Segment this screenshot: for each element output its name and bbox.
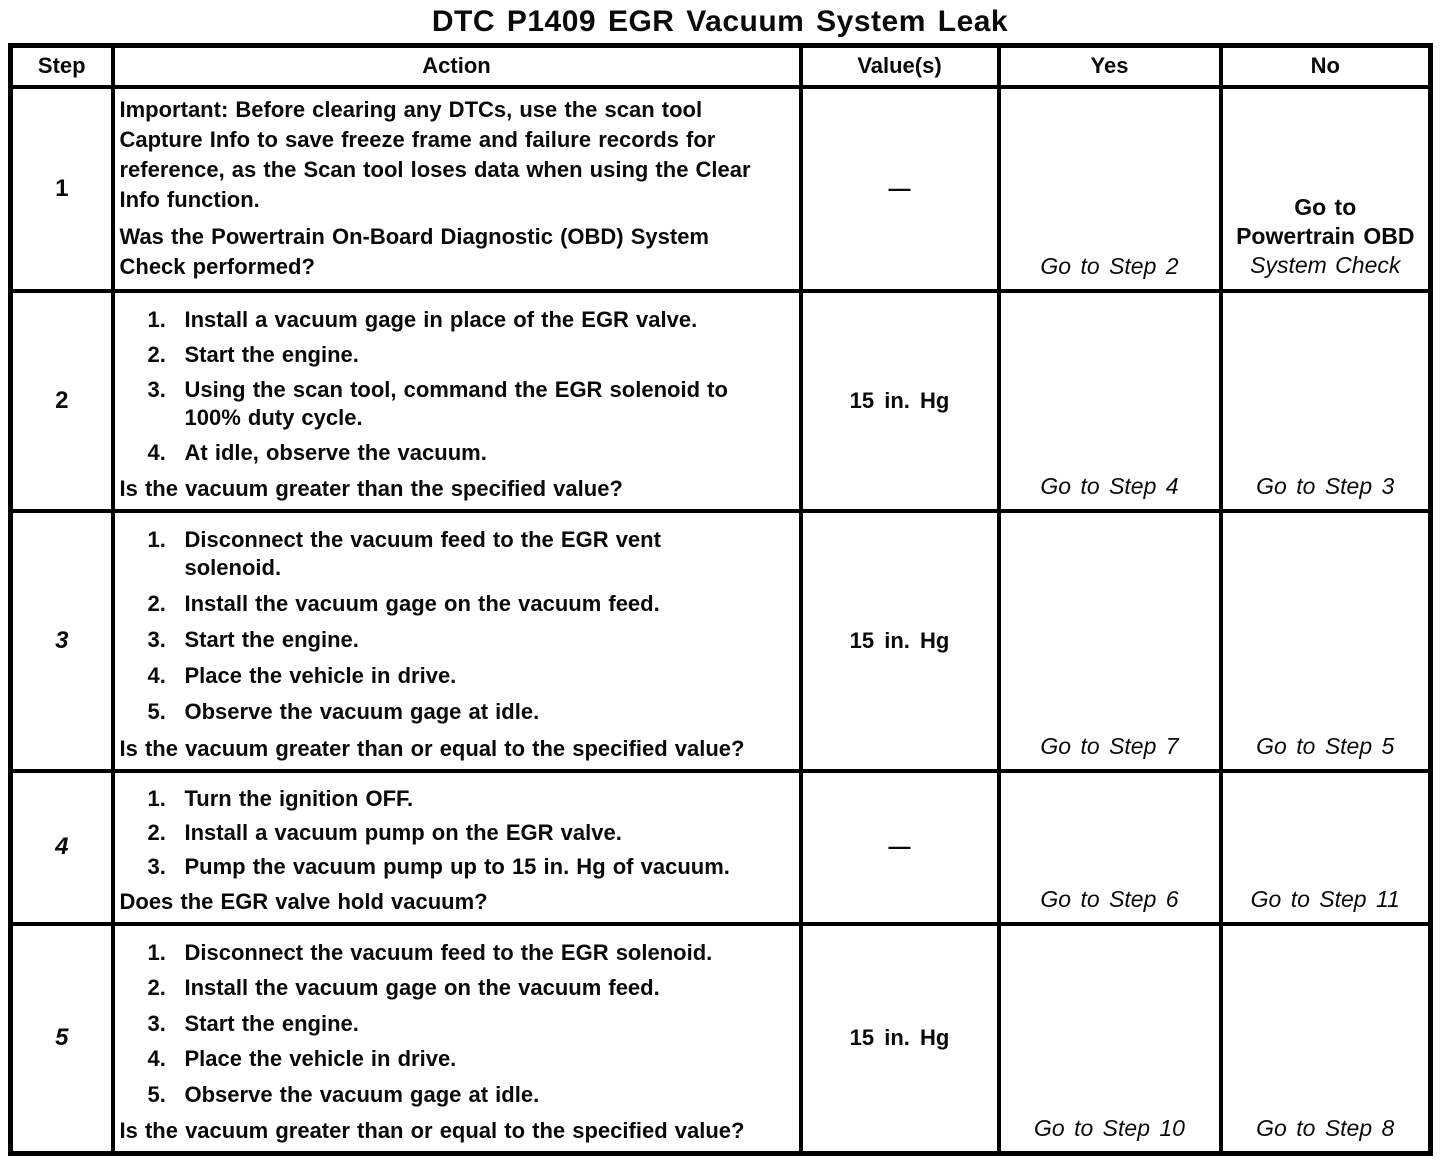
item-number: 2. (147, 591, 166, 617)
action-question: Is the vacuum greater than the specified value? (119, 475, 623, 501)
important-note (120, 95, 788, 215)
action-question: Is the vacuum greater than or equal to the specified value? (119, 735, 745, 761)
item-text: Disconnect the vacuum feed to the EGR solenoid. (184, 939, 713, 965)
yes-cell (999, 771, 1221, 924)
table-row-step-2 (11, 291, 1431, 511)
table-row-step-3 (11, 511, 1431, 771)
item-number: 5. (147, 698, 166, 724)
item-text: Place the vehicle in drive. (184, 662, 457, 688)
item-text: Using the scan tool, command the EGR solenoid to 100% duty cycle. (184, 376, 728, 430)
goto-text-line: Powertrain OBD (1236, 222, 1415, 249)
action-item (120, 439, 795, 467)
action-cell (113, 87, 801, 291)
action-item (120, 939, 795, 967)
value-cell: — (801, 771, 999, 924)
action-item (120, 1045, 795, 1073)
item-text: Start the engine. (184, 341, 359, 367)
action-item (120, 974, 795, 1002)
item-text: Install the vacuum gage on the vacuum feed. (184, 975, 660, 1001)
table-row-step-4 (11, 771, 1431, 924)
goto-text: Go to Step 8 (1256, 1115, 1395, 1141)
action-item (120, 306, 795, 334)
item-number: 3. (147, 376, 166, 402)
item-number: 2. (147, 975, 166, 1001)
item-number: 2. (147, 819, 166, 845)
no-cell (1221, 771, 1431, 924)
value-cell: 15 in. Hg (801, 924, 999, 1154)
item-text: Observe the vacuum gage at idle. (184, 1081, 540, 1107)
step-number: 4 (11, 771, 113, 924)
item-number: 1. (147, 306, 166, 332)
action-item (120, 526, 795, 582)
yes-cell (999, 511, 1221, 771)
goto-text-line: Go to (1294, 193, 1357, 220)
action-item (120, 1081, 795, 1109)
action-item (120, 626, 795, 654)
item-text: At idle, observe the vacuum. (184, 439, 487, 465)
action-item (120, 785, 795, 813)
value-cell: 15 in. Hg (801, 291, 999, 511)
goto-text: Go to Step 5 (1256, 732, 1395, 759)
item-text: Start the engine. (184, 1010, 359, 1036)
action-item (120, 376, 795, 432)
action-cell (113, 771, 801, 924)
step-number: 3 (11, 511, 113, 771)
yes-cell (999, 924, 1221, 1154)
no-cell (1221, 511, 1431, 771)
action-item (120, 853, 795, 881)
table-row-step-5 (11, 924, 1431, 1154)
goto-text: Go to Step 2 (1040, 252, 1179, 279)
item-text: Start the engine. (184, 626, 359, 652)
action-cell (113, 511, 801, 771)
item-text: Observe the vacuum gage at idle. (184, 698, 540, 724)
action-item (120, 341, 795, 369)
action-item (120, 819, 795, 847)
no-cell (1221, 87, 1431, 291)
value-cell: — (801, 87, 999, 291)
no-cell (1221, 291, 1431, 511)
step-number: 5 (11, 924, 113, 1154)
page-title: DTC P1409 EGR Vacuum System Leak (431, 5, 1009, 38)
item-number: 4. (147, 662, 166, 688)
item-number: 3. (147, 626, 166, 652)
item-text: Install a vacuum gage in place of the EGR valve. (184, 306, 698, 332)
yes-cell (999, 291, 1221, 511)
goto-text: Go to Step 3 (1256, 472, 1395, 499)
item-text: Pump the vacuum pump up to 15 in. Hg of vacuum. (184, 853, 730, 879)
action-cell (113, 924, 801, 1154)
item-number: 4. (147, 439, 166, 465)
header-cell-values: Value(s) (801, 46, 999, 87)
item-number: 5. (147, 1081, 166, 1107)
action-item (120, 590, 795, 618)
item-number: 3. (147, 1010, 166, 1036)
item-number: 3. (147, 853, 166, 879)
action-question: Is the vacuum greater than or equal to the specified value? (119, 1118, 745, 1143)
action-question: Does the EGR valve hold vacuum? (119, 888, 488, 914)
goto-text-line: System Check (1250, 251, 1401, 278)
goto-text: Go to Step 10 (1034, 1115, 1185, 1141)
yes-cell (999, 87, 1221, 291)
step-number: 1 (11, 87, 113, 291)
goto-text: Go to Step 6 (1040, 885, 1179, 912)
item-text: Install a vacuum pump on the EGR valve. (184, 819, 622, 845)
table-row-step-1 (11, 87, 1431, 291)
item-number: 1. (147, 527, 166, 553)
action-item (120, 698, 795, 726)
header-row (11, 46, 1431, 87)
item-text: Turn the ignition OFF. (184, 785, 414, 811)
action-cell (113, 291, 801, 511)
goto-text: Go to Step 11 (1250, 885, 1400, 912)
header-cell-yes: Yes (999, 46, 1221, 87)
no-cell (1221, 924, 1431, 1154)
action-item (120, 1010, 795, 1038)
action-item (120, 662, 795, 690)
item-text: Disconnect the vacuum feed to the EGR vent solenoid. (184, 527, 661, 581)
value-cell: 15 in. Hg (801, 511, 999, 771)
action-question: Was the Powertrain On-Board Diagnostic (OBD) System Check performed? (119, 223, 709, 279)
important-text: Before clearing any DTCs, use the scan tool Capture Info to save freeze frame and failure records for reference, as the Scan tool loses data when using the Clear Info function. (119, 96, 751, 212)
header-cell-step: Step (11, 46, 113, 87)
important-label: Important: (119, 96, 229, 122)
item-text: Install the vacuum gage on the vacuum feed. (184, 591, 660, 617)
header-cell-action: Action (113, 46, 801, 87)
step-number: 2 (11, 291, 113, 511)
item-number: 1. (147, 939, 166, 965)
header-cell-no: No (1221, 46, 1431, 87)
dtc-diagnostic-table (8, 43, 1433, 1156)
item-text: Place the vehicle in drive. (184, 1046, 457, 1072)
item-number: 4. (147, 1046, 166, 1072)
item-number: 1. (147, 785, 166, 811)
item-number: 2. (147, 341, 166, 367)
goto-text: Go to Step 4 (1040, 472, 1179, 499)
goto-text: Go to Step 7 (1040, 732, 1179, 759)
